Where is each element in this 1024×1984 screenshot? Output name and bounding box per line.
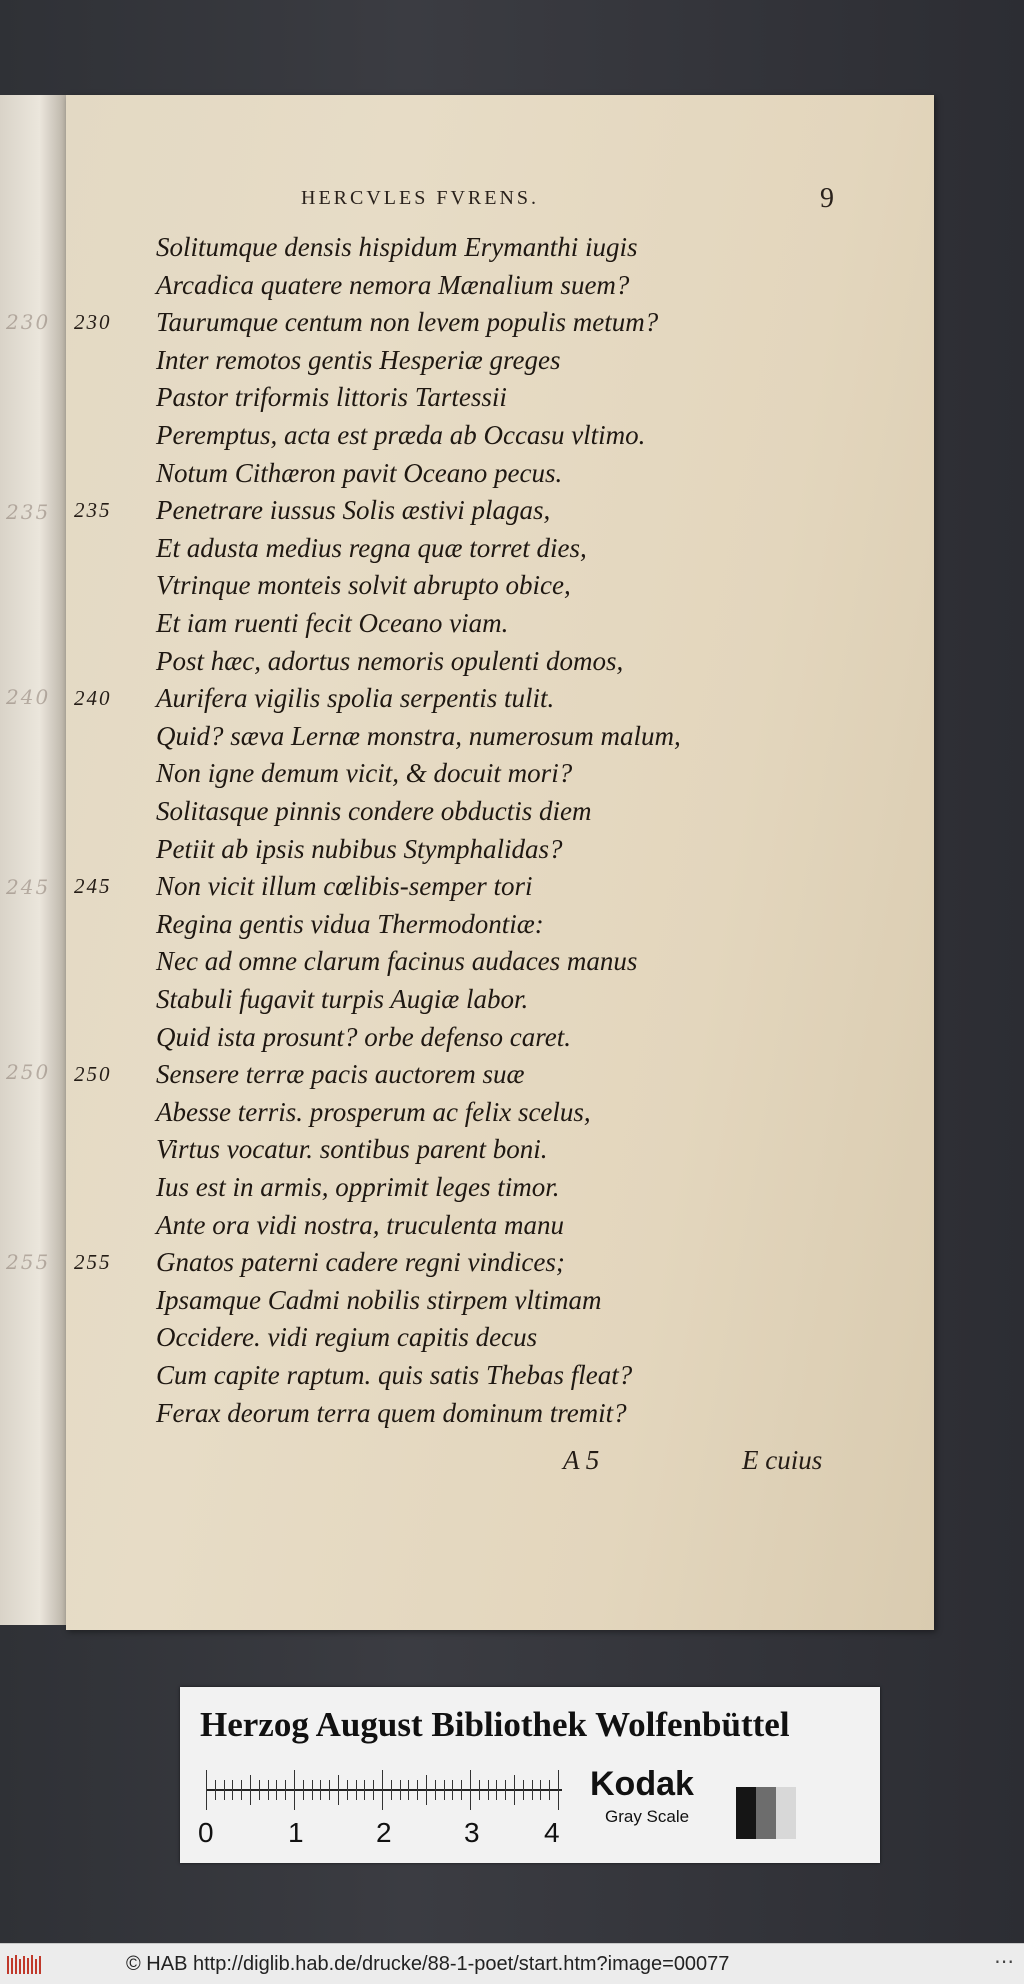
verse-line — [66, 270, 934, 307]
verse-text: Ante ora vidi nostra, truculenta manu — [156, 1209, 564, 1240]
verse-text: Ferax deorum terra quem dominum tremit? — [156, 1397, 627, 1428]
verse-text: Solitumque densis hispidum Erymanthi iugis — [156, 232, 638, 262]
ruler-tick — [241, 1780, 242, 1800]
verse-text: Quid? sæva Lernæ monstra, numerosum malum, — [156, 720, 681, 751]
ruler-number: 2 — [376, 1817, 392, 1848]
verse-text: Notum Cithæron pavit Oceano pecus. — [156, 457, 563, 488]
ruler-tick — [426, 1775, 427, 1805]
verse-text: Et adusta medius regna quæ torret dies, — [156, 532, 587, 563]
verse-line — [66, 683, 934, 720]
hab-logo-icon — [6, 1953, 46, 1977]
gray-swatches — [736, 1787, 796, 1839]
swatch-black — [736, 1787, 756, 1839]
more-dots-icon[interactable]: ⋯ — [994, 1949, 1014, 1973]
previous-page-edge — [0, 95, 66, 1625]
ruler-tick — [232, 1780, 233, 1800]
color-reference-card — [180, 1687, 880, 1863]
verse-line — [66, 834, 934, 871]
verse-text: Petiit ab ipsis nubibus Stymphalidas? — [156, 833, 563, 864]
verse-line — [66, 232, 934, 269]
ruler-tick — [391, 1780, 392, 1800]
verse-line — [66, 420, 934, 457]
verse-line — [66, 796, 934, 833]
ruler-tick — [400, 1780, 401, 1800]
swatch-gray — [756, 1787, 776, 1839]
show-through-mark: 240 — [6, 685, 51, 709]
verse-text: Et iam ruenti fecit Oceano viam. — [156, 608, 509, 638]
ruler-tick — [268, 1780, 269, 1800]
ruler-number: 1 — [288, 1817, 304, 1848]
line-number: 230 — [74, 310, 112, 335]
viewer-footer — [0, 1943, 1024, 1984]
running-head: HERCVLES FVRENS. — [301, 187, 540, 209]
verse-line — [66, 458, 934, 495]
verse-line — [66, 495, 934, 532]
verse-line — [66, 608, 934, 645]
measurement-ruler — [206, 1765, 566, 1805]
ruler-tick — [479, 1780, 480, 1800]
copyright-url[interactable]: © HAB http://diglib.hab.de/drucke/88-1-poet/start.htm?image=00077 — [126, 1953, 730, 1975]
ruler-tick — [329, 1780, 330, 1800]
ruler-tick — [276, 1780, 277, 1800]
ruler-tick — [312, 1780, 313, 1800]
verse-text: Pastor triformis littoris Tartessii — [156, 382, 507, 413]
verse-text: Occidere. vidi regium capitis decus — [156, 1322, 538, 1353]
ruler-tick — [206, 1770, 207, 1810]
line-number: 255 — [74, 1250, 112, 1275]
verse-line — [66, 909, 934, 946]
verse-text: Aurifera vigilis spolia serpentis tulit. — [156, 683, 555, 714]
show-through-mark: 235 — [6, 500, 51, 524]
verse-text: Regina gentis vidua Thermodontiæ: — [156, 908, 544, 939]
signature-mark: A 5 — [563, 1445, 600, 1475]
verse-line — [66, 1210, 934, 1247]
ruler-tick — [470, 1770, 471, 1810]
verse-line — [66, 1247, 934, 1284]
catchword: E cuius — [742, 1445, 823, 1475]
verse-line — [66, 871, 934, 908]
page-number: 9 — [820, 183, 834, 214]
ruler-tick — [452, 1780, 453, 1800]
verse-text: Taurumque centum non levem populis metum? — [156, 307, 659, 338]
verse-text: Arcadica quatere nemora Mænalium suem? — [156, 269, 630, 300]
ruler-tick — [356, 1780, 357, 1800]
verse-line — [66, 1322, 934, 1359]
verse-text: Non vicit illum cœlibis-semper tori — [156, 871, 533, 902]
ruler-tick — [215, 1780, 216, 1800]
show-through-mark: 250 — [6, 1060, 51, 1084]
verse-line — [66, 382, 934, 419]
ruler-tick — [540, 1780, 541, 1800]
verse-text: Gnatos paterni cadere regni vindices; — [156, 1247, 565, 1278]
line-number: 250 — [74, 1062, 112, 1087]
verse-text: Ipsamque Cadmi nobilis stirpem vltimam — [156, 1284, 602, 1315]
verse-text: Solitasque pinnis condere obductis diem — [156, 796, 592, 826]
ruler-tick — [294, 1770, 295, 1810]
verse-text: Ius est in armis, opprimit leges timor. — [156, 1172, 560, 1202]
line-number: 240 — [74, 686, 112, 711]
ruler-tick — [558, 1770, 559, 1810]
ruler-tick — [461, 1780, 462, 1800]
verse-text: Quid ista prosunt? orbe defenso caret. — [156, 1021, 571, 1052]
ruler-tick — [444, 1780, 445, 1800]
verse-line — [66, 570, 934, 607]
ruler-tick — [523, 1780, 524, 1800]
verse-line — [66, 1097, 934, 1134]
verse-text: Vtrinque monteis solvit abrupto obice, — [156, 570, 571, 601]
book-page — [66, 95, 934, 1630]
ruler-number: 3 — [464, 1817, 480, 1848]
verse-line — [66, 345, 934, 382]
verse-line — [66, 1398, 934, 1435]
verse-line — [66, 307, 934, 344]
ruler-number: 4 — [544, 1817, 560, 1848]
ruler-tick — [382, 1770, 383, 1810]
verse-line — [66, 1022, 934, 1059]
verse-text: Stabuli fugavit turpis Augiæ labor. — [156, 984, 529, 1014]
verse-line — [66, 1134, 934, 1171]
ruler-tick — [285, 1780, 286, 1800]
ruler-tick — [338, 1775, 339, 1805]
card-title: Herzog August Bibliothek Wolfenbüttel — [200, 1705, 790, 1744]
ruler-tick — [549, 1780, 550, 1800]
kodak-logo: Kodak — [590, 1765, 694, 1803]
ruler-tick — [259, 1780, 260, 1800]
verse-line — [66, 1059, 934, 1096]
verse-text: Nec ad omne clarum facinus audaces manus — [156, 946, 638, 977]
verse-line — [66, 1172, 934, 1209]
verse-text: Inter remotos gentis Hesperiæ greges — [156, 344, 561, 375]
ruler-tick — [364, 1780, 365, 1800]
ruler-tick — [435, 1780, 436, 1800]
line-number: 245 — [74, 874, 112, 899]
verse-line — [66, 758, 934, 795]
ruler-tick — [488, 1780, 489, 1800]
verse-text: Post hæc, adortus nemoris opulenti domos, — [156, 645, 624, 676]
ruler-tick — [514, 1775, 515, 1805]
verse-text: Cum capite raptum. quis satis Thebas fleat? — [156, 1360, 633, 1390]
verse-text: Virtus vocatur. sontibus parent boni. — [156, 1134, 548, 1165]
show-through-mark: 255 — [6, 1250, 51, 1274]
verse-line — [66, 1360, 934, 1397]
swatch-light — [776, 1787, 796, 1839]
ruler-tick — [224, 1780, 225, 1800]
verse-line — [66, 533, 934, 570]
gray-scale-label: Gray Scale — [605, 1807, 690, 1826]
ruler-tick — [320, 1780, 321, 1800]
show-through-mark: 245 — [6, 875, 51, 899]
ruler-tick — [373, 1780, 374, 1800]
ruler-tick — [408, 1780, 409, 1800]
verse-line — [66, 946, 934, 983]
verse-text: Peremptus, acta est præda ab Occasu vltimo. — [156, 420, 646, 450]
ruler-tick — [250, 1775, 251, 1805]
ruler-tick — [303, 1780, 304, 1800]
verse-line — [66, 984, 934, 1021]
ruler-tick — [496, 1780, 497, 1800]
verse-text: Non igne demum vicit, & docuit mori? — [156, 758, 573, 789]
line-number: 235 — [74, 498, 112, 523]
ruler-tick — [505, 1780, 506, 1800]
ruler-tick — [347, 1780, 348, 1800]
verse-text: Sensere terræ pacis auctorem suæ — [156, 1059, 525, 1090]
verse-line — [66, 1285, 934, 1322]
ruler-tick — [417, 1780, 418, 1800]
ruler-tick — [532, 1780, 533, 1800]
verse-line — [66, 721, 934, 758]
verse-text: Abesse terris. prosperum ac felix scelus, — [156, 1096, 591, 1127]
show-through-mark: 230 — [6, 310, 51, 334]
verse-text: Penetrare iussus Solis æstivi plagas, — [156, 495, 551, 526]
verse-line — [66, 646, 934, 683]
ruler-number: 0 — [198, 1817, 214, 1848]
